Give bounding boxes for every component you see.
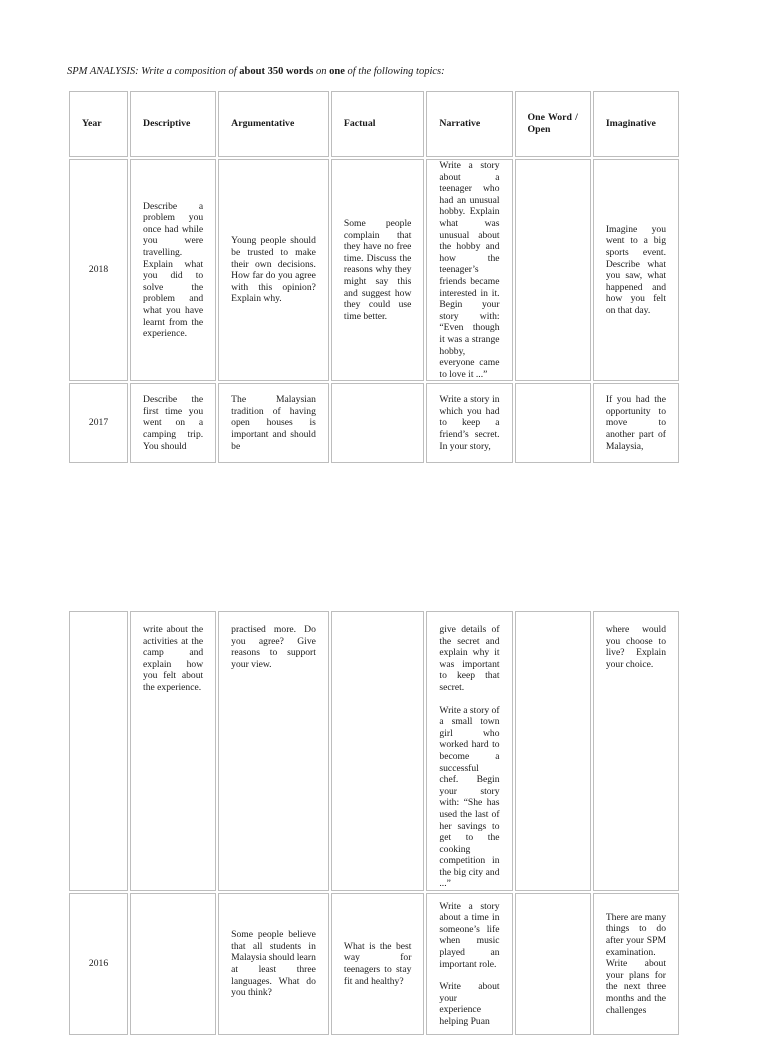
cell-imaginative: Imagine you went to a big sports event. Describe what you saw, what happened and how you felt on that day. xyxy=(593,159,679,381)
cell-descriptive: Describe the first time you went on a camping trip. You should xyxy=(130,383,216,463)
cell-year: 2016 xyxy=(69,893,128,1035)
header-narrative: Narrative xyxy=(426,91,512,157)
header-year: Year xyxy=(69,91,128,157)
narrative-paragraph: Write a story of a small town girl who worked hard to become a successful chef. Begin your story with: “She has used the last of her savings to get to the cooking competition in the big city and ...” xyxy=(439,704,500,890)
table-row-2017 xyxy=(69,383,679,463)
cell-narrative xyxy=(426,159,512,381)
cell-year: 2018 xyxy=(69,159,128,381)
table-header-row xyxy=(69,91,679,157)
cell-descriptive: write about the activities at the camp and explain how you felt about the experience. xyxy=(130,611,216,891)
header-factual: Factual xyxy=(331,91,425,157)
header-imaginative: Imaginative xyxy=(593,91,679,157)
narrative-paragraph: Write about your experience helping Puan xyxy=(439,981,500,1027)
cell-one-word xyxy=(515,611,591,891)
heading-text: SPM ANALYSIS: Write a composition of xyxy=(67,66,240,77)
topics-table-top xyxy=(67,89,681,465)
narrative-paragraph: Write a story about a teenager who had an unusual hobby. Explain what was unusual about the hobby and how the teenager’s friends became interested in it. Begin your story with: “Even though it was a strange hobby, everyone came to love it ...” xyxy=(439,160,500,380)
cell-descriptive: Describe a problem you once had while you were travelling. Explain what you did to solve the problem and what you have learnt from the experience. xyxy=(130,159,216,381)
cell-one-word xyxy=(515,159,591,381)
cell-imaginative: If you had the opportunity to move to another part of Malaysia, xyxy=(593,383,679,463)
narrative-paragraph: Write a story in which you had to keep a friend’s secret. In your story, xyxy=(439,394,500,452)
topics-table-bottom xyxy=(67,609,681,1037)
cell-imaginative: where would you choose to live? Explain your choice. xyxy=(593,611,679,891)
heading-word-count: about 350 words xyxy=(239,66,314,77)
table-row-2018 xyxy=(69,159,679,381)
cell-narrative xyxy=(426,893,512,1035)
cell-argumentative: The Malaysian tradition of having open houses is important and should be xyxy=(218,383,329,463)
table-row-2017-continued xyxy=(69,611,679,891)
header-one-word-open-label: One Word / Open xyxy=(527,112,578,135)
header-argumentative: Argumentative xyxy=(218,91,329,157)
cell-factual xyxy=(331,611,425,891)
cell-one-word xyxy=(515,893,591,1035)
cell-narrative xyxy=(426,611,512,891)
narrative-paragraph: Write a story about a time in someone’s life when music played an important role. xyxy=(439,900,500,970)
narrative-paragraph: give details of the secret and explain why it was important to keep that secret. xyxy=(439,624,500,693)
table-row-2016 xyxy=(69,893,679,1035)
header-descriptive: Descriptive xyxy=(130,91,216,157)
cell-imaginative: There are many things to do after your SPM examination. Write about your plans for the next three months and the challenges xyxy=(593,893,679,1035)
page-heading xyxy=(67,66,445,77)
cell-argumentative: practised more. Do you agree? Give reasons to support your view. xyxy=(218,611,329,891)
cell-year xyxy=(69,611,128,891)
cell-factual: What is the best way for teenagers to stay fit and healthy? xyxy=(331,893,425,1035)
cell-narrative xyxy=(426,383,512,463)
cell-descriptive xyxy=(130,893,216,1035)
cell-one-word xyxy=(515,383,591,463)
cell-factual: Some people complain that they have no free time. Discuss the reasons why they might say this and suggest how they could use time better. xyxy=(331,159,425,381)
cell-argumentative: Some people believe that all students in Malaysia should learn at least three languages. What do you think? xyxy=(218,893,329,1035)
cell-argumentative: Young people should be trusted to make their own decisions. How far do you agree with this opinion? Explain why. xyxy=(218,159,329,381)
header-one-word-open xyxy=(515,91,591,157)
cell-year: 2017 xyxy=(69,383,128,463)
heading-text: of the following topics: xyxy=(344,66,445,77)
heading-text: on xyxy=(313,66,330,77)
cell-factual xyxy=(331,383,425,463)
heading-one: one xyxy=(329,66,345,77)
